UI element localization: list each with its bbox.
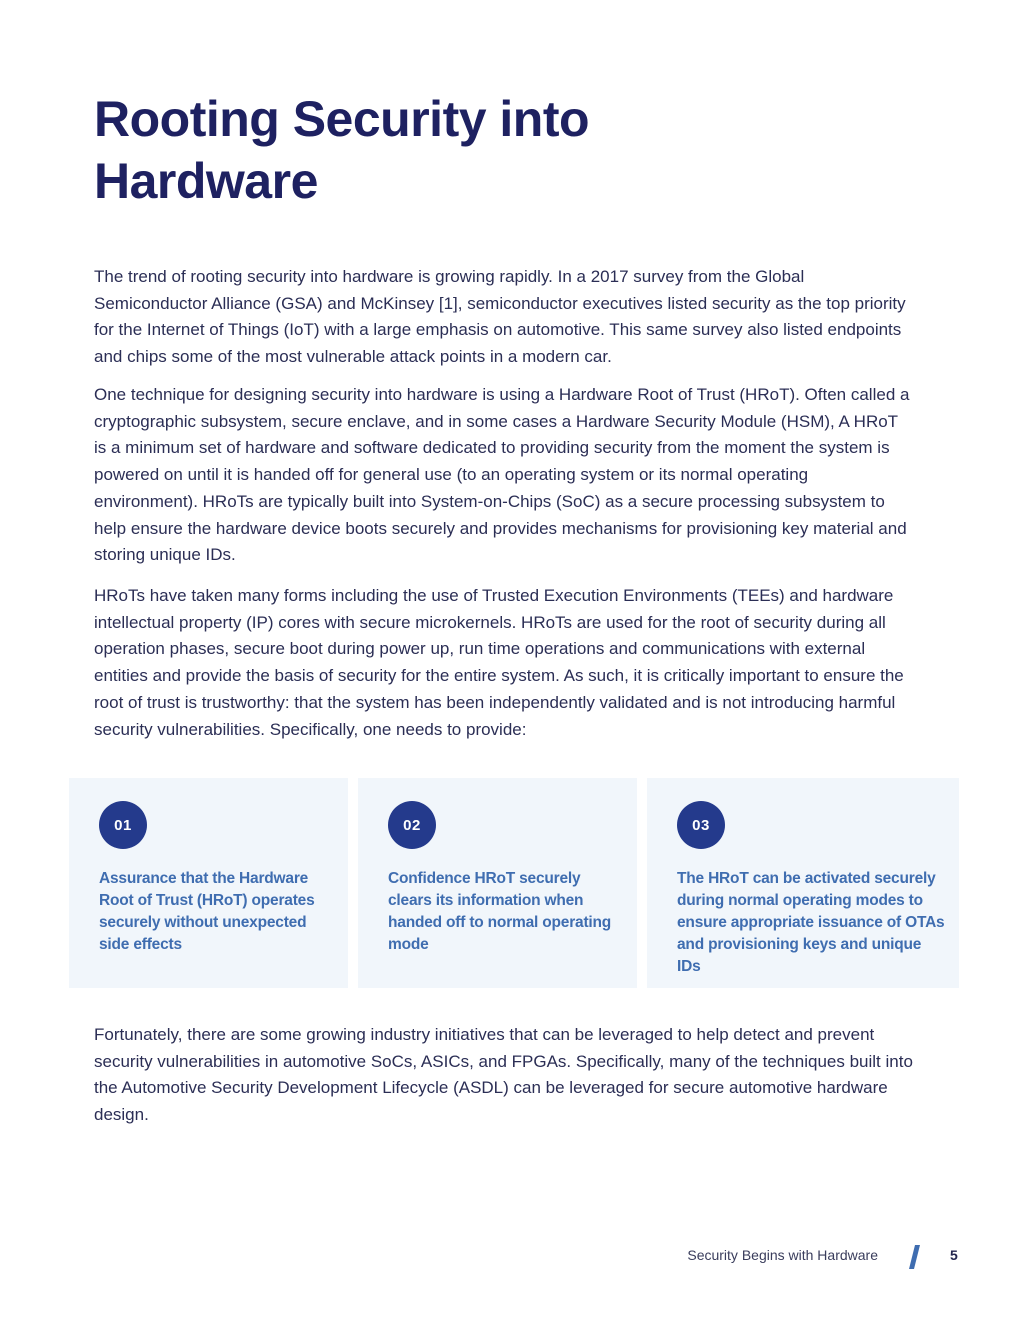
requirement-card-3	[647, 778, 959, 988]
requirement-text: Confidence HRoT securely clears its information when handed off to normal operating mode	[388, 870, 612, 953]
slash-divider-icon	[909, 1245, 921, 1269]
number-badge: 01	[99, 801, 147, 849]
number-badge: 03	[677, 801, 725, 849]
page-number: 5	[950, 1247, 958, 1263]
requirement-text: The HRoT can be activated securely during normal operating modes to ensure appropriate issuance of OTAs and provisioning keys and unique IDs	[677, 870, 945, 975]
body-paragraph-4: Fortunately, there are some growing industry initiatives that can be leveraged to help detect and prevent security vulnerabilities in automotive SoCs, ASICs, and FPGAs. Specifically, many of the techniques built into the Automotive Security Development Lifecycle (ASDL) can be leveraged for secure automotive hardware design.	[94, 1025, 913, 1125]
body-paragraph-1: The trend of rooting security into hardware is growing rapidly. In a 2017 survey from the Global Semiconductor Alliance (GSA) and McKinsey [1], semiconductor executives listed security as the top priority for the Internet of Things (IoT) with a large emphasis on automotive. This same survey also listed endpoints and chips some of the most vulnerable attack points in a modern car.	[94, 267, 906, 367]
body-paragraph-2: One technique for designing security into hardware is using a Hardware Root of Trust (HRoT). Often called a cryptographic subsystem, secure enclave, and in some cases a Hardware Security Module (HSM), A HRoT is a minimum set of hardware and software dedicated to providing security from the moment the system is powered on until it is handed off for general use (to an operating system or its normal operating environment). HRoTs are typically built into System-on-Chips (SoC) as a secure processing subsystem to help ensure the hardware device boots securely and provides mechanisms for provisioning key material and storing unique IDs.	[94, 385, 910, 565]
requirement-card-1	[69, 778, 348, 988]
requirement-card-2	[358, 778, 637, 988]
body-paragraph-3: HRoTs have taken many forms including the use of Trusted Execution Environments (TEEs) and hardware intellectual property (IP) cores with secure microkernels. HRoTs are used for the root of security during all operation phases, secure boot during power up, run time operations and communications with external entities and provide the basis of security for the entire system. As such, it is critically important to ensure the root of trust is trustworthy: that the system has been independently validated and is not introducing harmful security vulnerabilities. Specifically, one needs to provide:	[94, 586, 904, 739]
footer-document-title: Security Begins with Hardware	[687, 1247, 878, 1263]
number-badge: 02	[388, 801, 436, 849]
page-title: Rooting Security into Hardware	[94, 91, 590, 209]
requirement-text: Assurance that the Hardware Root of Trust (HRoT) operates securely without unexpected side effects	[99, 870, 315, 953]
